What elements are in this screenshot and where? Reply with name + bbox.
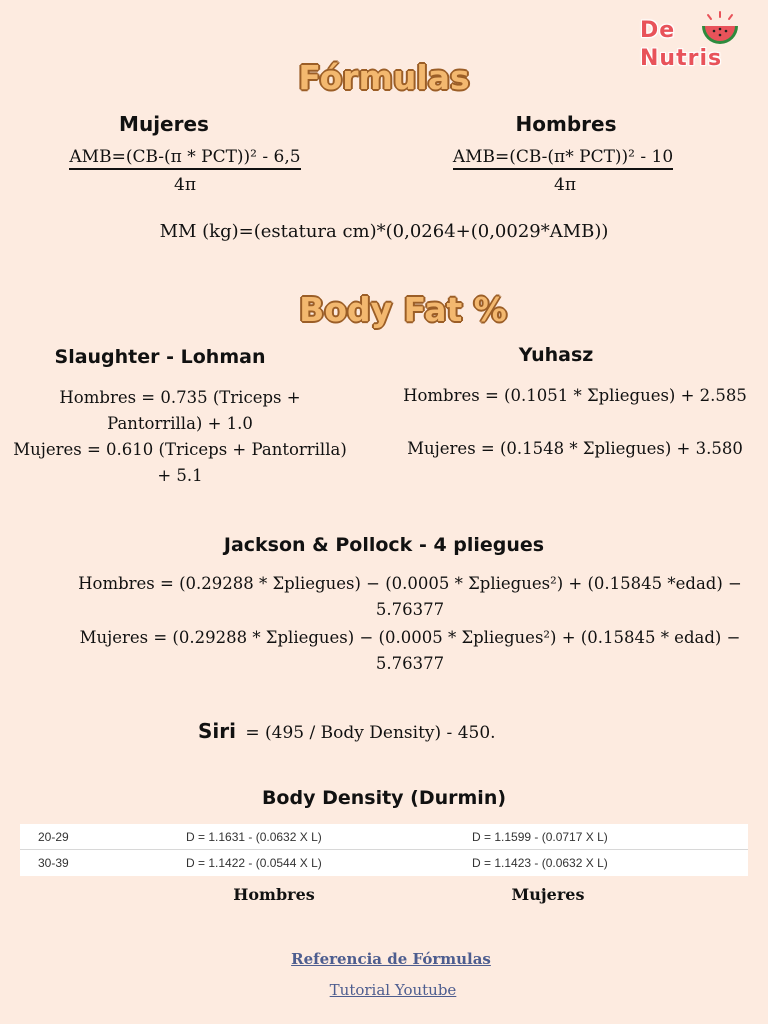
- slaughter-men-formula: Hombres = 0.735 (Triceps + Pantorrilla) + 1.0: [59, 388, 301, 433]
- body-density-table: [20, 824, 748, 876]
- table-row: [20, 850, 748, 875]
- body-density-heading: Body Density (Durmin): [261, 787, 507, 809]
- men-density-cell: D = 1.1631 - (0.0632 X L): [186, 830, 322, 844]
- siri-formula: [198, 719, 496, 743]
- table-row: [20, 824, 748, 850]
- women-density-cell: D = 1.1599 - (0.0717 X L): [472, 830, 608, 844]
- age-range-cell: 20-29: [38, 830, 69, 844]
- slaughter-women-formula: Mujeres = 0.610 (Triceps + Pantorrilla) + 5.1: [13, 440, 347, 485]
- amb-men-numerator: [398, 147, 728, 167]
- amb-women-numerator-text: AMB=(CB-(π * PCT))² - 6,5: [69, 147, 300, 170]
- tutorial-youtube-link[interactable]: Tutorial Youtube: [329, 981, 457, 999]
- women-density-cell: D = 1.1423 - (0.0632 X L): [472, 856, 608, 870]
- men-heading: Hombres: [515, 112, 617, 136]
- formulas-title: Fórmulas: [298, 58, 470, 97]
- reference-link-wrap: [0, 950, 768, 969]
- mm-formula: MM (kg)=(estatura cm)*(0,0264+(0,0029*AMB)): [159, 221, 609, 242]
- yuhasz-men-formula: Hombres = (0.1051 * Σpliegues) + 2.585: [403, 386, 747, 405]
- body-fat-title: Body Fat %: [299, 290, 507, 329]
- watermelon-icon: [698, 10, 742, 46]
- slaughter-heading: Slaughter - Lohman: [54, 346, 266, 368]
- logo-text-nutris: Nutris: [640, 46, 723, 71]
- yuhasz-heading: Yuhasz: [518, 344, 594, 366]
- jackson-women-formula: Mujeres = (0.29288 * Σpliegues) − (0.0005 * Σpliegues²) + (0.15845 * edad) − 5.76377: [79, 628, 741, 673]
- amb-women-denominator: 4π: [174, 175, 196, 195]
- men-density-cell: D = 1.1422 - (0.0544 X L): [186, 856, 322, 870]
- density-women-label: Mujeres: [511, 885, 585, 904]
- jackson-men-formula: Hombres = (0.29288 * Σpliegues) − (0.0005 * Σpliegues²) + (0.15845 *edad) − 5.76377: [78, 574, 742, 619]
- amb-women-numerator: [0, 147, 370, 167]
- siri-equation: = (495 / Body Density) - 450.: [239, 723, 496, 743]
- yuhasz-women-formula: Mujeres = (0.1548 * Σpliegues) + 3.580: [407, 439, 743, 458]
- amb-men-numerator-text: AMB=(CB-(π* PCT))² - 10: [453, 147, 673, 170]
- age-range-cell: 30-39: [38, 856, 69, 870]
- siri-label: Siri: [198, 719, 236, 743]
- logo-text-de: De: [640, 18, 676, 43]
- density-men-label: Hombres: [233, 885, 315, 904]
- women-heading: Mujeres: [119, 112, 209, 136]
- tutorial-link-wrap: [0, 981, 768, 1000]
- jackson-pollock-heading: Jackson & Pollock - 4 pliegues: [223, 534, 545, 556]
- amb-men-denominator: 4π: [554, 175, 576, 195]
- reference-link[interactable]: Referencia de Fórmulas: [291, 950, 491, 968]
